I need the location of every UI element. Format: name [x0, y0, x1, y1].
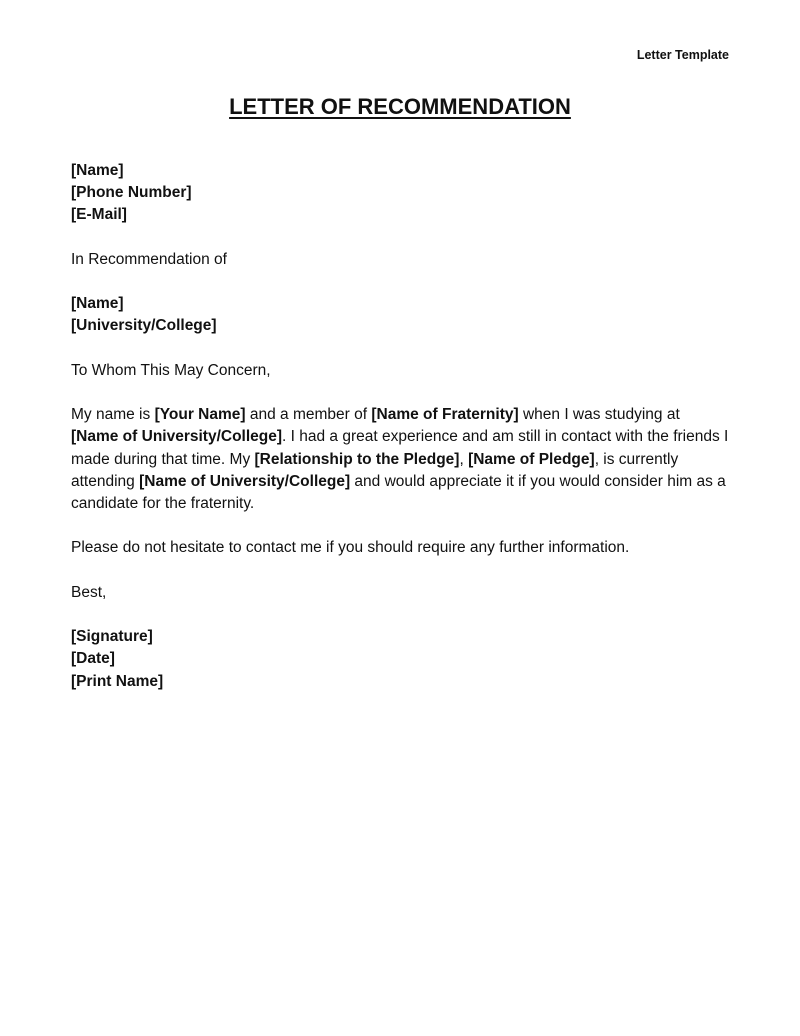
placeholder-your-name: [Your Name]: [154, 406, 246, 424]
closing: Best,: [71, 583, 107, 601]
paragraph-text: , is currently attending: [71, 450, 679, 490]
paragraph-text: and would appreciate it if you would consider him as a candidate for the fraternity.: [71, 472, 726, 512]
intro-line: In Recommendation of: [71, 250, 227, 268]
placeholder-fraternity: [Name of Fraternity]: [371, 406, 519, 424]
signature-placeholder: [Signature]: [71, 628, 153, 646]
print-name-placeholder: [Print Name]: [71, 672, 164, 690]
placeholder-pledge-university: [Name of University/College]: [139, 472, 351, 490]
header-label: Letter Template: [636, 48, 729, 62]
placeholder-pledge-name: [Name of Pledge]: [468, 450, 595, 468]
contact-paragraph: Please do not hesitate to contact me if you should require any further information.: [71, 539, 630, 557]
placeholder-university: [Name of University/College]: [71, 428, 283, 446]
recommendation-paragraph: [71, 404, 731, 515]
candidate-institution: [University/College]: [71, 317, 217, 335]
sender-phone: [Phone Number]: [71, 184, 192, 202]
paragraph-text: when I was studying at: [518, 406, 680, 424]
candidate-name: [Name]: [71, 295, 124, 313]
sender-name: [Name]: [71, 162, 124, 179]
candidate-block: [71, 293, 731, 337]
placeholder-relationship: [Relationship to the Pledge]: [254, 450, 460, 468]
letter-body: [71, 160, 731, 715]
sender-email: [E-Mail]: [71, 206, 127, 224]
salutation: To Whom This May Concern,: [71, 361, 271, 379]
sender-block: [71, 160, 731, 227]
paragraph-text: and a member of: [245, 406, 372, 424]
date-placeholder: [Date]: [71, 650, 115, 668]
paragraph-text: My name is: [71, 406, 155, 424]
letter-title: LETTER OF RECOMMENDATION: [229, 94, 571, 119]
signoff-block: [71, 626, 731, 693]
paragraph-text: . I had a great experience and am still in contact with the friends I made during that time. My: [71, 428, 729, 468]
paragraph-text: ,: [459, 450, 469, 468]
